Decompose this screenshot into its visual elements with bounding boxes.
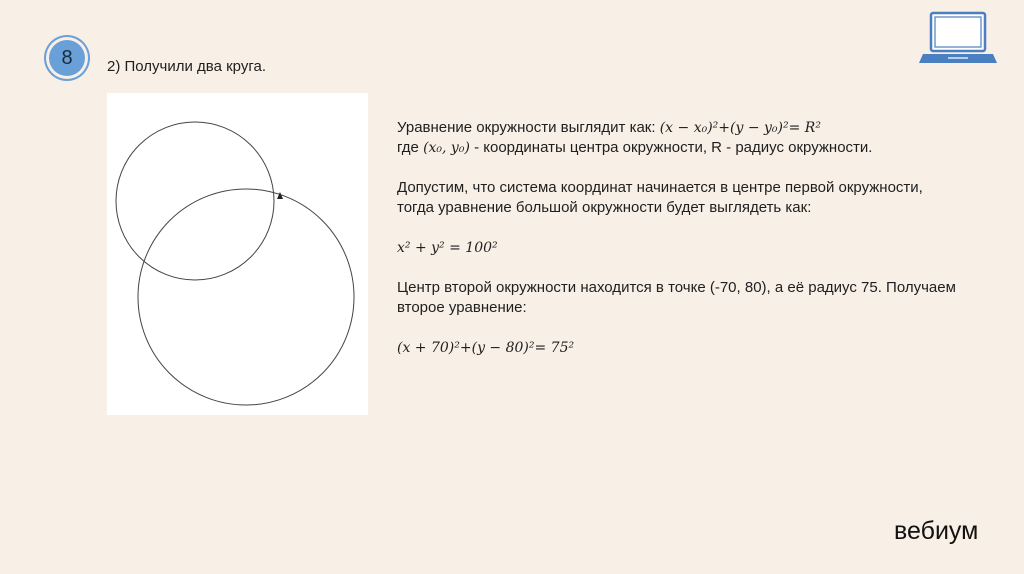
slide-number-badge [49, 40, 85, 76]
big-circle-equation: x² + y² = 100² [397, 240, 498, 256]
first-circle [116, 122, 274, 280]
slide-number: 8 [61, 46, 73, 69]
brand-logo: вебиум [894, 517, 979, 545]
laptop-icon [918, 10, 998, 68]
second-circle-equation: (x + 70)²+(y − 80)²= 75² [397, 340, 575, 356]
assumption-paragraph: Допустим, что система координат начинается в центре первой окружности, тогда уравнение большой окружности будет выглядеть как: [397, 179, 923, 216]
slide-heading: 2) Получили два круга. [107, 58, 266, 75]
explanation-text [397, 118, 957, 358]
center-radius-line [397, 138, 957, 158]
center-radius-suffix: - координаты центра окружности, R - радиус окружности. [469, 139, 873, 156]
center-radius-prefix: где [397, 139, 424, 156]
center-formula: (x₀, y₀) [423, 140, 470, 156]
general-equation-line [397, 118, 957, 138]
general-equation-label: Уравнение окружности выглядит как: [397, 119, 660, 136]
second-circle [138, 189, 354, 405]
general-equation-formula: (x − x₀)²+(y − y₀)²= R² [659, 120, 821, 136]
two-circles-figure [107, 93, 368, 415]
circles-drawing [107, 93, 368, 415]
second-circle-paragraph: Центр второй окружности находится в точке (-70, 80), а её радиус 75. Получаем второе уравнение: [397, 279, 956, 316]
